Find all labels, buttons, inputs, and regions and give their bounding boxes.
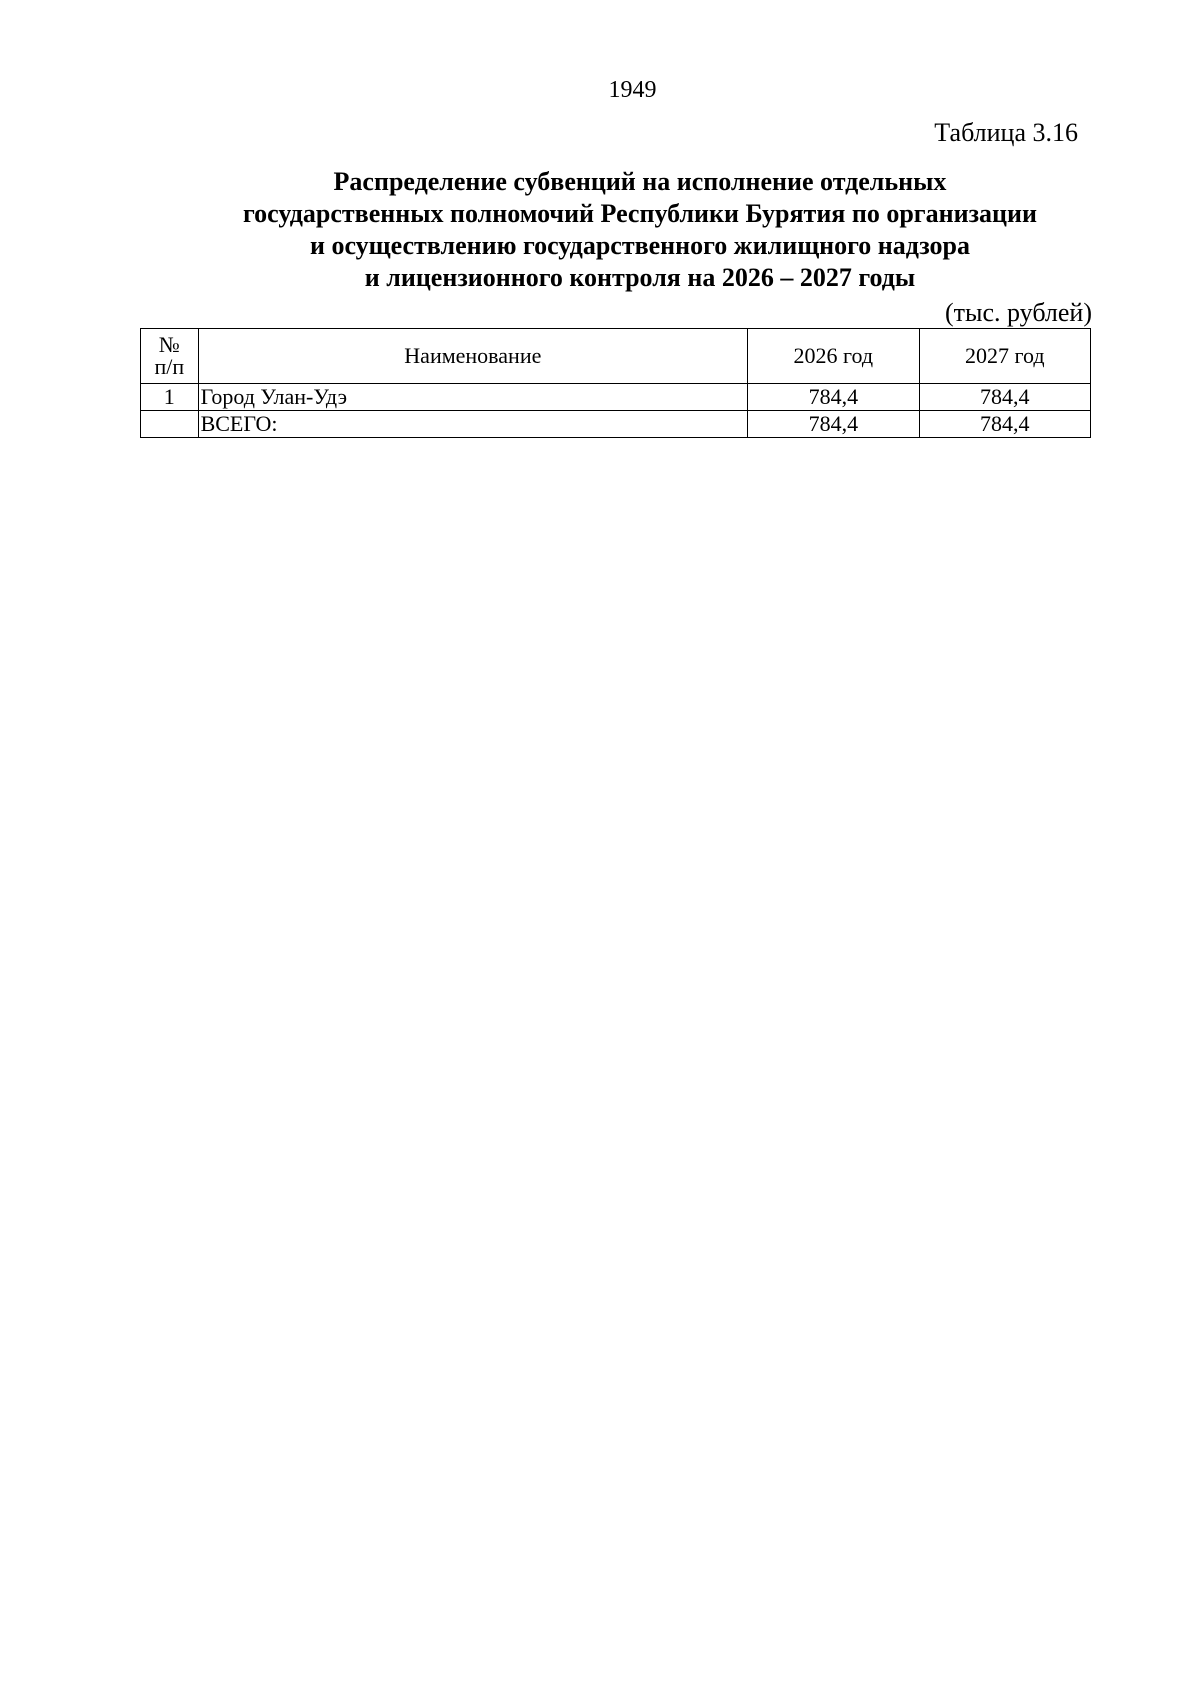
header-number-sign: № [158,332,180,357]
total-value-2026: 784,4 [748,411,919,438]
header-name: Наименование [198,329,748,384]
row-value-2026: 784,4 [748,384,919,411]
units-label: (тыс. рублей) [944,298,1092,327]
header-year-2027: 2027 год [919,329,1090,384]
title-line: Распределение субвенций на исполнение отдельных [333,167,947,196]
page-number: 1949 [608,77,657,103]
title-line: и осуществлению государственного жилищного надзора [310,231,970,260]
row-name: Город Улан-Удэ [198,384,748,411]
table-row [141,384,1091,411]
subvention-table [140,328,1091,438]
total-label: ВСЕГО: [198,411,748,438]
document-title [140,166,1140,294]
total-value-2027: 784,4 [919,411,1090,438]
table-label: Таблица 3.16 [934,118,1078,147]
row-value-2027: 784,4 [919,384,1090,411]
header-number [141,329,199,384]
header-year-2026: 2026 год [748,329,919,384]
row-number: 1 [141,384,199,411]
total-number [141,411,199,438]
header-number-abbrev: п/п [154,354,185,379]
table-header-row [141,329,1091,384]
table-total-row [141,411,1091,438]
title-line: государственных полномочий Республики Бурятия по организации [243,199,1037,228]
title-line: и лицензионного контроля на 2026 – 2027 годы [364,263,916,292]
